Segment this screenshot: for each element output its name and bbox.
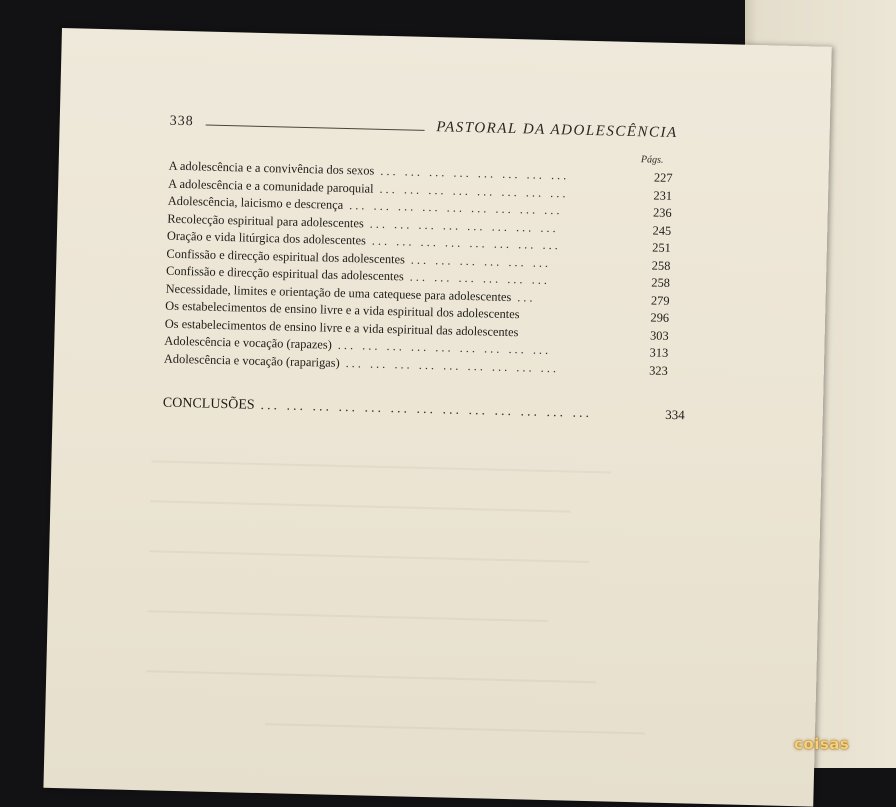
watermark-logo: coisas: [794, 735, 850, 753]
toc-entry-page: 236: [652, 205, 672, 220]
toc-dot-leader: ... ... ... ... ... ... ... ...: [369, 216, 559, 235]
show-through-text: [148, 610, 548, 622]
toc-entry-title: Os estabelecimentos de ensino livre e a vida espiritual das adolescentes: [164, 316, 519, 339]
toc-entry-page: 231: [653, 188, 673, 203]
toc-entry-page: 323: [649, 362, 668, 378]
toc-entry-title: Os estabelecimentos de ensino livre e a vida espiritual dos adolescentes: [165, 298, 520, 322]
show-through-text: [146, 670, 596, 683]
toc-dot-leader: ... ... ... ... ... ... ... ... ...: [345, 355, 560, 375]
page-header: [170, 113, 678, 142]
toc-entry-page: 258: [651, 257, 671, 273]
running-title: PASTORAL DA ADOLESCÊNCIA: [436, 119, 678, 142]
pages-column-label: Págs.: [640, 154, 664, 166]
toc-entry-page: 303: [649, 327, 669, 343]
toc-entry-title: Adolescência, laicismo e descrença: [167, 193, 344, 212]
show-through-text: [265, 723, 645, 734]
toc-entry-page: 279: [650, 292, 670, 308]
toc-dot-leader: [524, 336, 632, 339]
toc-dot-leader: ... ... ... ... ... ... ... ... ...: [337, 337, 552, 358]
toc-entry-title: Confissão e direcção espiritual dos adolescentes: [166, 246, 406, 266]
toc-entry-page: 296: [650, 310, 670, 325]
show-through-text: [151, 460, 611, 473]
toc-dot-leader: [525, 318, 633, 321]
toc-dot-leader: ... ... ... ... ... ...: [409, 269, 551, 287]
show-through-text: [149, 550, 589, 563]
toc-dot-leader: ... ... ... ... ... ... ... ...: [371, 233, 562, 253]
show-through-text: [150, 500, 570, 512]
toc-entry-page: 313: [649, 345, 669, 360]
table-of-contents: [164, 159, 673, 381]
toc-dot-leader: ...: [517, 289, 536, 305]
conclusion-page: 334: [665, 406, 685, 423]
book-page: [43, 28, 831, 807]
conclusion-dot-leader: ... ... ... ... ... ... ... ... ... ... ... ... ...: [260, 397, 593, 422]
toc-entry-page: 251: [652, 240, 671, 255]
toc-entry-page: 227: [653, 170, 673, 185]
toc-entry-title: Adolescência e vocação (rapazes): [164, 333, 333, 352]
conclusion-title: CONCLUSÕES: [162, 395, 255, 413]
toc-dot-leader: ... ... ... ... ... ... ... ...: [379, 181, 569, 200]
toc-entry-title: Oração e vida litúrgica dos adolescentes: [166, 228, 367, 248]
toc-entry-title: Necessidade, limites e orientação de uma catequese para adolescentes: [165, 281, 512, 304]
toc-entry-title: A adolescência e a convivência dos sexos: [168, 158, 375, 178]
toc-entry-page: 258: [651, 275, 671, 290]
toc-entry-title: Confissão e direcção espiritual das adolescentes: [165, 263, 404, 284]
page-number: 338: [169, 113, 194, 130]
toc-dot-leader: ... ... ... ... ... ... ... ...: [380, 163, 570, 183]
toc-dot-leader: ... ... ... ... ... ...: [410, 252, 552, 270]
toc-conclusion-entry: [163, 395, 685, 425]
toc-entry-title: Recolecção espiritual para adolescentes: [167, 211, 364, 230]
toc-entry-page: 245: [652, 222, 672, 238]
toc-dot-leader: ... ... ... ... ... ... ... ... ...: [349, 198, 563, 218]
header-rule: [206, 125, 425, 131]
toc-entry-title: A adolescência e a comunidade paroquial: [168, 176, 374, 196]
toc-entry-title: Adolescência e vocação (raparigas): [163, 351, 340, 370]
